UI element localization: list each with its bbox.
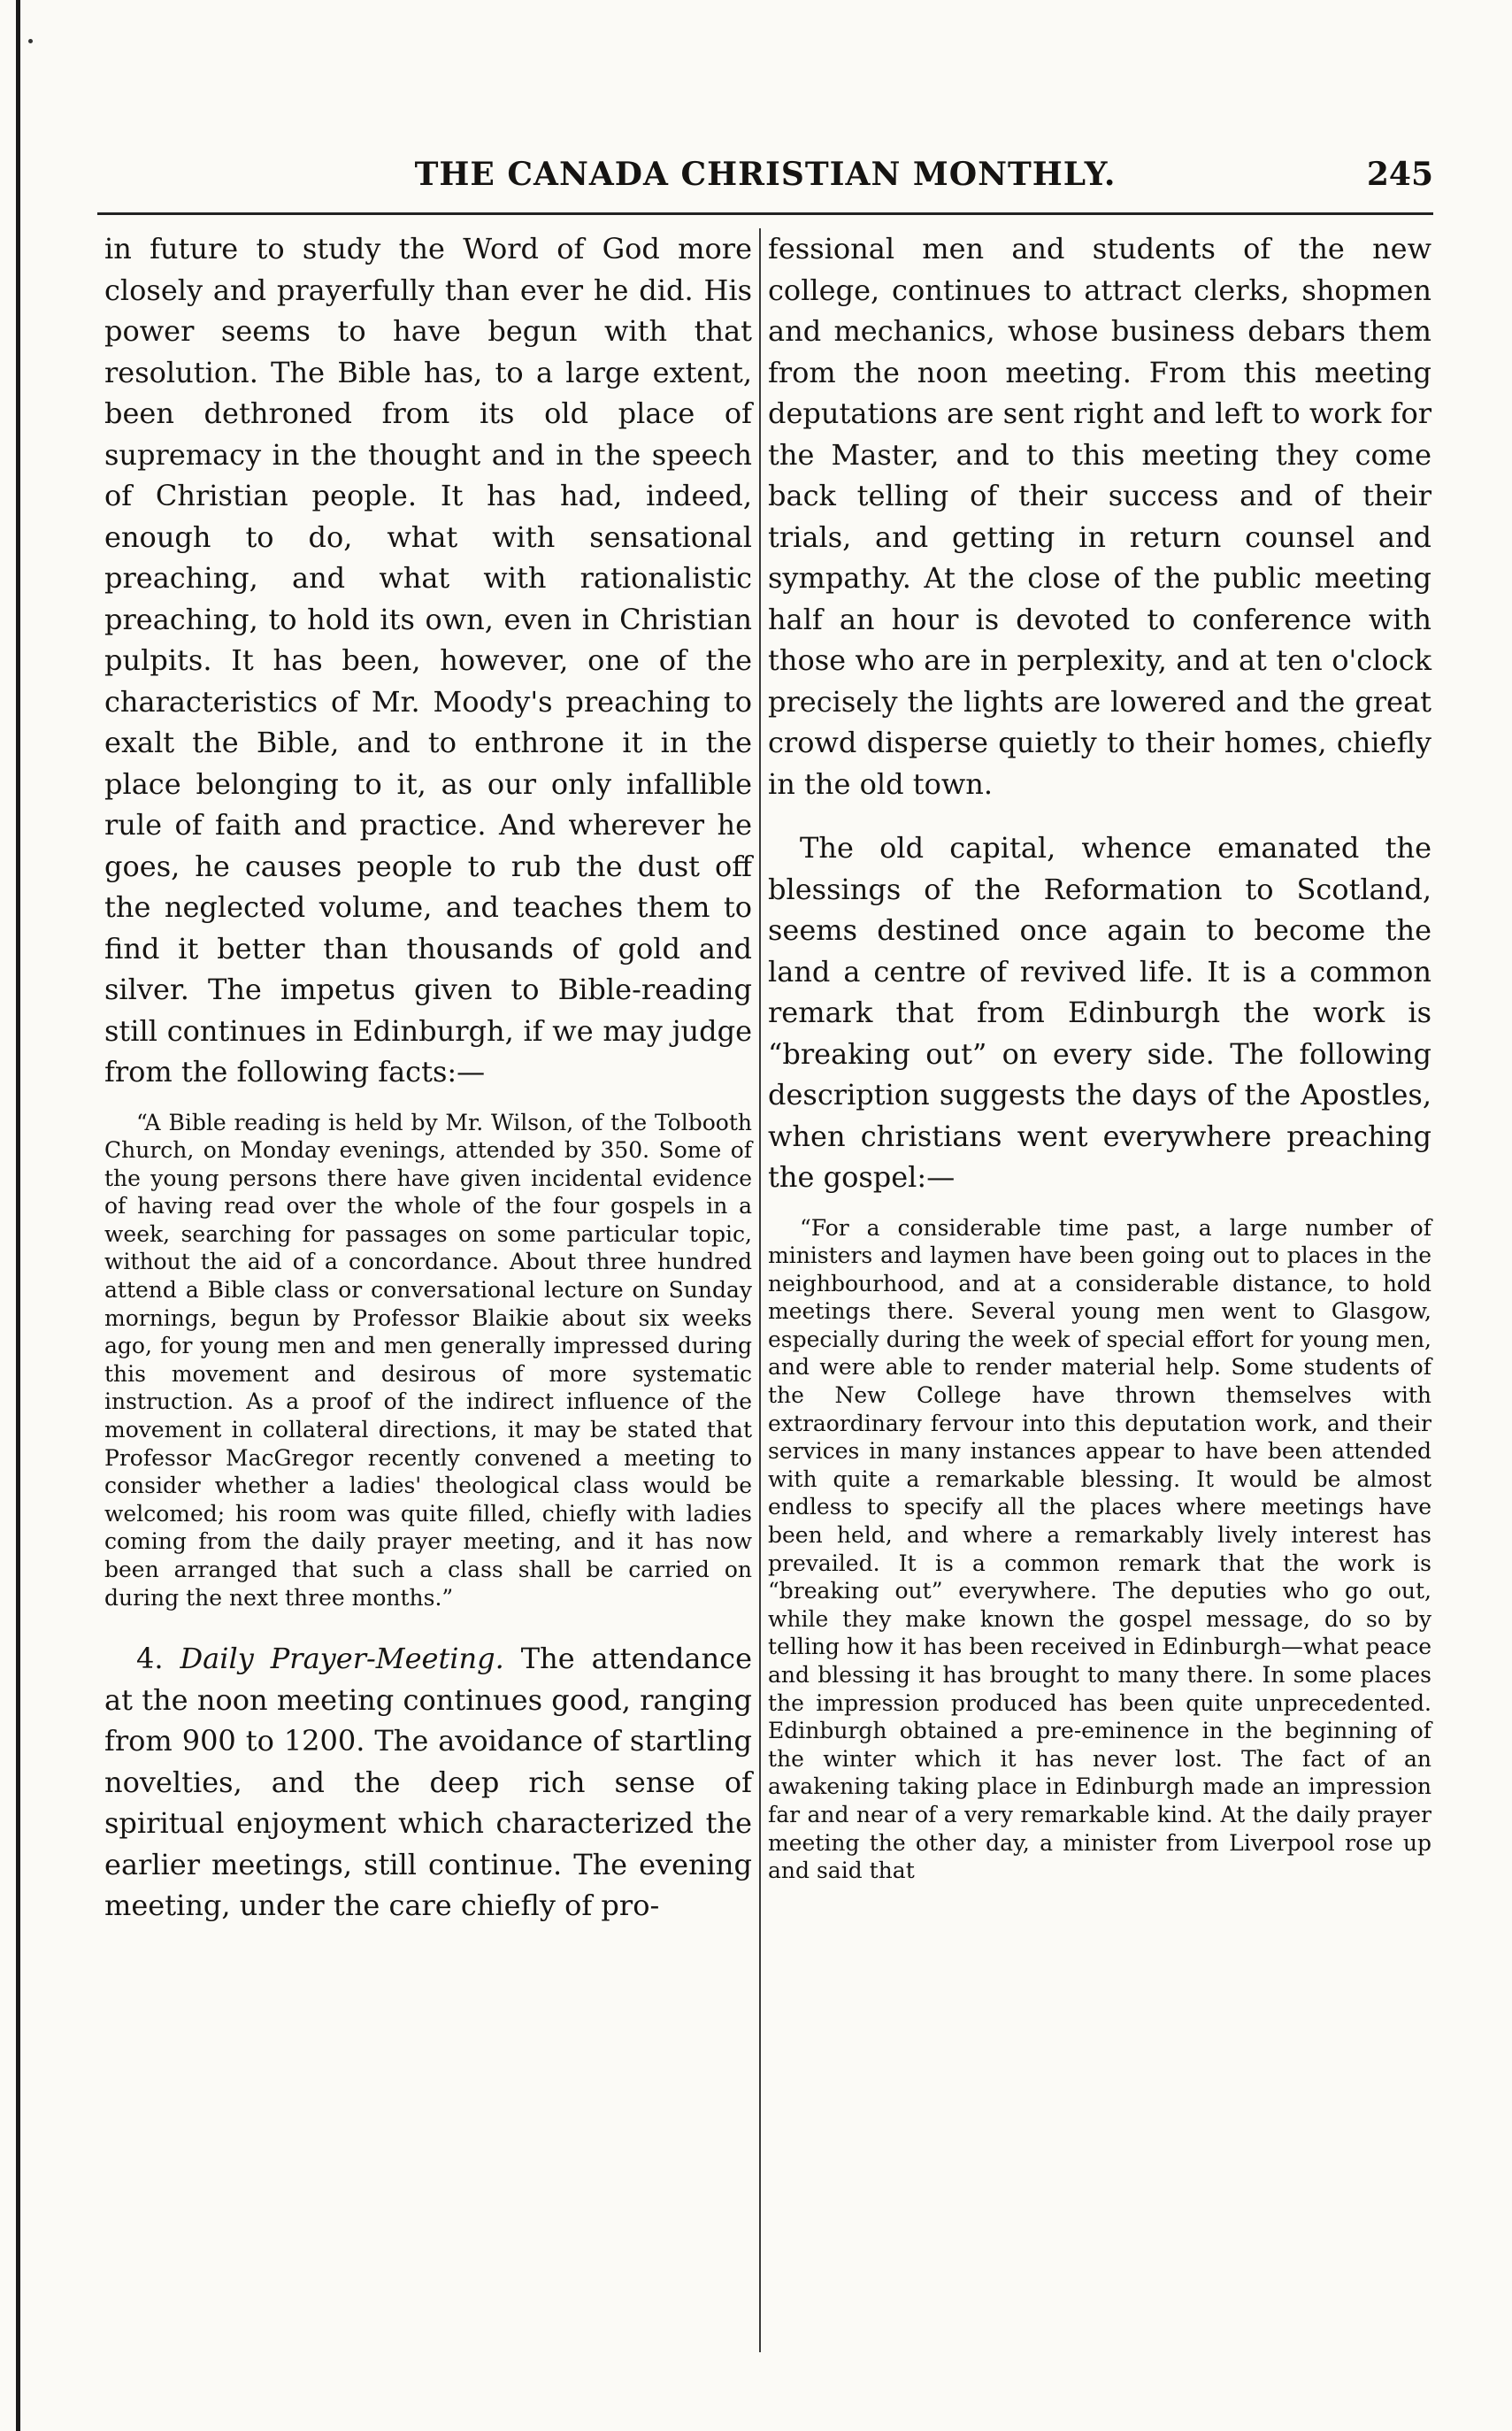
section-number: 4. <box>136 1642 164 1676</box>
column-divider <box>759 228 761 2352</box>
section-body: The attendance at the noon meeting continues good, ranging from 900 to 1200. The avoidance of startling novelties, and the deep rich sense of spiritual enjoyment which characterized the earlier meetings, still continue. The evening meeting, under the care chiefly of pro- <box>104 1642 753 1923</box>
section-heading: Daily Prayer-Meeting. <box>180 1642 504 1676</box>
header-rule <box>97 212 1433 215</box>
right-column <box>768 228 1431 2379</box>
journal-title: THE CANADA CHRISTIAN MONTHLY. <box>414 156 1117 193</box>
right-paragraph-1: fessional men and students of the new college, continues to attract clerks, shopmen and mechanics, whose business debars them from the noon meeting. From this meeting deputations are sent right and left to work for the Master, and to this meeting they come back telling of their success and of their trials, and getting in return counsel and sympathy. At the close of the public meeting half an hour is devoted to conference with those who are in perplexity, and at ten o'clock precisely the lights are lowered and the great crowd disperse quietly to their homes, chiefly in the old town. <box>768 232 1431 801</box>
left-paragraph-1: in future to study the Word of God more closely and prayerfully than ever he did. His power seems to have begun with that resolution. The Bible has, to a large extent, been dethroned from its old place of supremacy in the thought and in the speech of Christian people. It has had, indeed, enough to do, what with sensational preaching, and what with rationalistic preaching, to hold its own, even in Christian pulpits. It has been, however, one of the characteristics of Mr. Moody's preaching to exalt the Bible, and to enthrone it in the place belonging to it, as our only infallible rule of faith and practice. And wherever he goes, he causes people to rub the dust off the neglected volume, and teaches them to find it better than thousands of gold and silver. The impetus given to Bible-reading still continues in Edinburgh, if we may judge from the following facts:— <box>104 232 752 1089</box>
right-block-quote: “For a considerable time past, a large number of ministers and laymen have been going out to places in the neighbourhood, and at a considerable distance, to hold meetings there. Several young men went to Glasgow, especially during the week of special effort for young men, and were able to render material help. Some students of the New College have thrown themselves with extraordinary fervour into this deputation work, and their services in many instances appear to have been attended with quite a remarkable blessing. It would be almost endless to specify all the places where meetings have been held, and where a remarkably lively interest has prevailed. It is a common remark that the work is “breaking out” everywhere. The deputies who go out, while they make known the gospel message, do so by telling how it has been received in Edinburgh—what peace and blessing it has brought to many there. In some places the impression produced has been quite unprecedented. Edinburgh obtained a pre-eminence in the beginning of the winter which it has never lost. The fact of an awakening taking place in Edinburgh made an impression far and near of a very remarkable kind. At the daily prayer meeting the other day, a minister from Liverpool rose up and said that <box>768 1214 1431 1884</box>
scan-mark <box>28 39 33 43</box>
right-paragraph-2: The old capital, whence emanated the blessings of the Reformation to Scotland, seems destined once again to become the land a centre of revived life. It is a common remark that from Edinburgh the work is “breaking out” on every side. The following description suggests the days of the Apostles, when christians went everywhere preaching the gospel:— <box>768 831 1431 1194</box>
left-paragraph-2 <box>104 1638 752 1927</box>
scan-edge-line <box>16 0 20 2431</box>
left-block-quote: “A Bible reading is held by Mr. Wilson, of the Tolbooth Church, on Monday evenings, attended by 350. Some of the young persons there have given incidental evidence of having read over the whole of the four gospels in a week, searching for passages on some particular topic, without the aid of a concordance. About three hundred attend a Bible class or conversational lecture on Sunday mornings, begun by Professor Blaikie about six weeks ago, for young men and men generally impressed during this movement and desirous of more systematic instruction. As a proof of the indirect influence of the movement in collateral directions, it may be stated that Professor MacGregor recently convened a meeting to consider whether a ladies' theological class would be welcomed; his room was quite filled, chiefly with ladies coming from the daily prayer meeting, and it has now been arranged that such a class shall be carried on during the next three months.” <box>104 1109 752 1611</box>
page-number: 245 <box>1366 156 1433 193</box>
left-column <box>104 228 752 2379</box>
running-header <box>97 156 1433 207</box>
